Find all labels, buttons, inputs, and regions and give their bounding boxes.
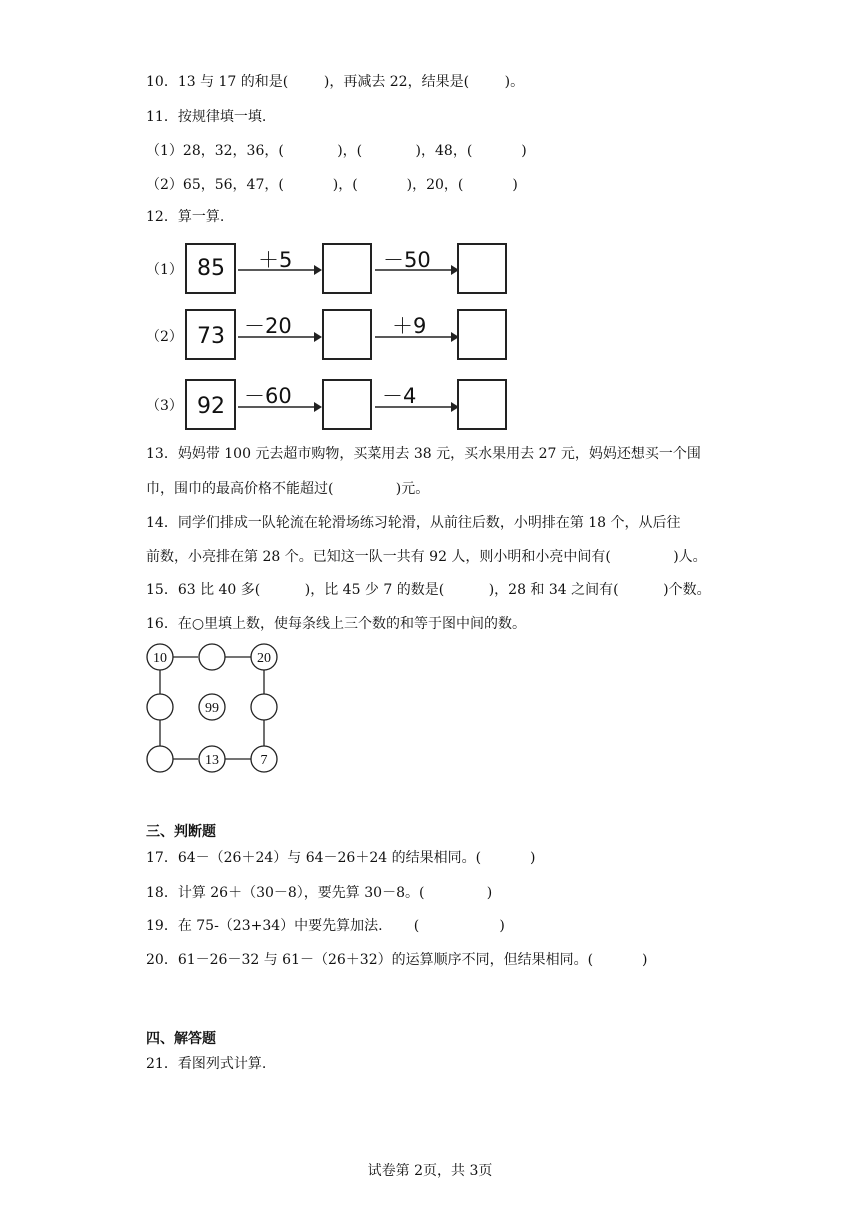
operation-2: ＋9 [392, 314, 427, 338]
question-18: 18．计算 26＋（30－8），要先算 30－8。( ) [146, 885, 493, 901]
question-17: 17．64－（26＋24）与 64－26＋24 的结果相同。( ) [146, 850, 536, 866]
arrow-icon [375, 331, 459, 343]
flow-row-label: （1） [146, 262, 183, 278]
question-15: 15．63 比 40 多( )，比 45 少 7 的数是( )，28 和 34 之间有( )个数。 [146, 582, 711, 598]
section-3-title: 三、判断题 [146, 824, 216, 840]
section-4-title: 四、解答题 [146, 1031, 216, 1047]
circle-top-right-number: 20 [257, 651, 271, 666]
question-19: 19．在 75-（23+34）中要先算加法. ( ) [146, 918, 505, 934]
question-14-line-1: 14．同学们排成一队轮流在轮滑场练习轮滑，从前往后数，小明排在第 18 个，从后往 [146, 515, 681, 531]
start-number: 92 [197, 394, 225, 419]
circle-top-left-number: 10 [153, 651, 167, 666]
circle-middle-right[interactable] [251, 694, 277, 720]
answer-box-1[interactable] [322, 243, 372, 294]
question-13-line-2: 巾，围巾的最高价格不能超过( )元。 [146, 481, 430, 497]
circle-bottom-middle-number: 13 [205, 753, 219, 768]
start-box [185, 243, 236, 294]
question-16: 16．在○里填上数，使每条线上三个数的和等于图中间的数。 [146, 616, 527, 632]
circle-center-number: 99 [205, 701, 219, 716]
circle-middle-left[interactable] [147, 694, 173, 720]
question-11-part-2: （2）65，56，47，( )，( )，20，( ) [146, 177, 518, 193]
answer-box-2[interactable] [457, 379, 507, 430]
operation-2: －50 [383, 248, 431, 272]
arrow-icon [238, 331, 322, 343]
question-12: 12．算一算. [146, 209, 225, 225]
start-box [185, 309, 236, 360]
operation-2: －4 [382, 384, 417, 408]
circle-top-middle[interactable] [199, 644, 225, 670]
circle-grid-diagram [140, 640, 290, 780]
answer-box-1[interactable] [322, 309, 372, 360]
operation-1: ＋5 [258, 248, 293, 272]
start-number: 85 [197, 256, 225, 281]
answer-box-2[interactable] [457, 309, 507, 360]
question-13-line-1: 13．妈妈带 100 元去超市购物，买菜用去 38 元，买水果用去 27 元，妈妈还想买一个围 [146, 446, 701, 462]
question-11: 11．按规律填一填. [146, 109, 267, 125]
start-number: 73 [197, 324, 225, 349]
answer-box-1[interactable] [322, 379, 372, 430]
arrow-icon [238, 264, 322, 276]
arrow-icon [238, 401, 322, 413]
flow-row-label: （2） [146, 329, 183, 345]
operation-1: －20 [244, 314, 292, 338]
circle-bottom-right-number: 7 [260, 753, 268, 768]
page-footer: 试卷第 2页，共 3页 [367, 1163, 493, 1179]
question-10: 10．13 与 17 的和是( )，再减去 22，结果是( )。 [146, 74, 525, 90]
question-20: 20．61－26－32 与 61－（26＋32）的运算顺序不同，但结果相同。( ) [146, 952, 648, 968]
question-11-part-1: （1）28，32，36，( )，( )，48，( ) [146, 143, 527, 159]
question-21: 21．看图列式计算. [146, 1056, 267, 1072]
question-14-line-2: 前数，小亮排在第 28 个。已知这一队一共有 92 人，则小明和小亮中间有( )人。 [146, 549, 707, 565]
answer-box-2[interactable] [457, 243, 507, 294]
operation-1: －60 [244, 384, 292, 408]
circle-bottom-left[interactable] [147, 746, 173, 772]
arrow-icon [375, 401, 459, 413]
start-box [185, 379, 236, 430]
flow-row-label: （3） [146, 398, 183, 414]
arrow-icon [375, 264, 459, 276]
